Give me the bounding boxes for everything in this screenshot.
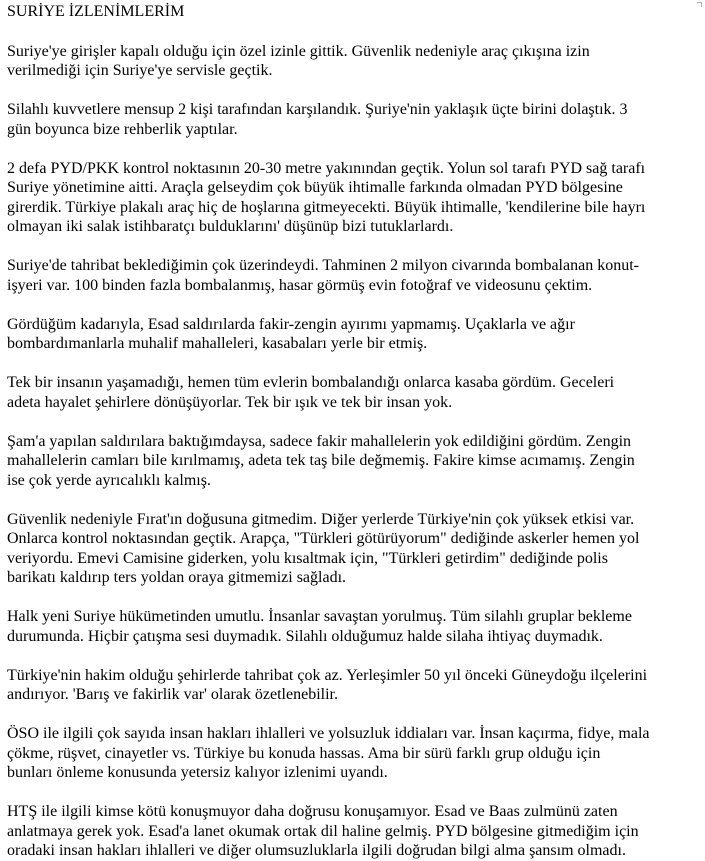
paragraph-line: işyeri var. 100 binden fazla bombalanmış, hasar görmüş evin fotoğraf ve videosunu çektim. (7, 276, 593, 294)
paragraph-line: çökme, rüşvet, cinayetler vs. Türkiye bu konuda hassas. Ama bir sürü farklı grup olduğu için (7, 744, 601, 762)
paragraph-line: gün boyunca bize rehberlik yaptılar. (7, 120, 238, 138)
paragraph (7, 666, 697, 705)
paragraph-line: verilmediği için Suriye'ye servisle geçtik. (7, 62, 273, 79)
paragraph (7, 607, 697, 646)
paragraph-line: girerdik. Türkiye plakalı araç hiç de hoşlarına gitmeyecekti. Büyük ihtimalle, 'kendilerine bile hayrı (7, 198, 646, 216)
paragraph-line: HTŞ ile ilgili kimse kötü konuşmuyor daha doğrusu konuşamıyor. Esad ve Baas zulmünü zaten (7, 803, 618, 820)
paragraph-line: oradaki insan hakları ihlalleri ve diğer olumsuzluklarla ilgili doğrudan bilgi alma şansım olmadı. (7, 842, 626, 859)
paragraph-line: 2 defa PYD/PKK kontrol noktasının 20-30 metre yakınından geçtik. Yolun sol tarafı PYD sağ tarafı (7, 159, 646, 177)
paragraph-line: mahallelerin camları bile kırılmamış, adeta tek taş bile değmemiş. Fakire kimse acımamış. Zengin (7, 452, 635, 469)
paragraph-line: anlatmaya gerek yok. Esad'a lanet okumak ortak dil haline gelmiş. PYD bölgesine gitmediğim için (7, 822, 639, 840)
paragraph (7, 256, 697, 295)
paragraph (7, 373, 697, 412)
paragraph-line: Tek bir insanın yaşamadığı, hemen tüm evlerin bombalandığı onlarca kasaba gördüm. Geceleri (7, 374, 615, 391)
paragraph-line: Şam'a yapılan saldırılara baktığımdaysa, sadece fakir mahallelerin yok edildiğini gördüm. Zengin (7, 432, 632, 450)
paragraph-list (7, 42, 697, 861)
paragraph-line: Halk yeni Suriye hükümetinden umutlu. İnsanlar savaştan yorulmuş. Tüm silahlı gruplar bekleme (7, 608, 632, 625)
paragraph (7, 724, 697, 783)
document-title: SURİYE İZLENİMLERİM (7, 3, 185, 20)
paragraph-line: durumunda. Hiçbir çatışma sesi duymadık. Silahlı olduğumuz halde silaha ihtiyaç duymadık. (7, 627, 603, 645)
paragraph (7, 100, 697, 139)
paragraph-line: veriyordu. Emevi Camisine giderken, yolu kısaltmak için, "Türkleri getirdim" dediğinde polis (7, 549, 608, 567)
paragraph-line: bunları önleme konusunda yetersiz kalıyor izlenimi uyandı. (7, 764, 388, 781)
paragraph (7, 432, 697, 491)
paragraph-line: Güvenlik nedeniyle Fırat'ın doğusuna gitmedim. Diğer yerlerde Türkiye'nin çok yüksek etkisi var. (7, 510, 635, 528)
paragraph (7, 802, 697, 861)
paragraph (7, 510, 697, 588)
paragraph-line: Onlarca kontrol noktasından geçtik. Arapça, "Türkleri götürüyorum" dediğinde askerler hemen yol (7, 530, 640, 547)
paragraph (7, 315, 697, 354)
paragraph-line: Suriye'de tahribat beklediğimin çok üzerindeydi. Tahminen 2 milyon civarında bombalanan konut- (7, 257, 639, 274)
paragraph (7, 42, 697, 81)
page-corner-mark (697, 2, 702, 7)
paragraph-line: ÖSO ile ilgili çok sayıda insan hakları ihlalleri ve yolsuzluk iddiaları var. İnsan kaçırma, fidye, mala (7, 725, 650, 742)
paragraph-line: ise çok yerde ayrıcalıklı kalmış. (7, 471, 211, 489)
paragraph-line: olmayan iki salak istihbaratçı bulduklarını' düşünüp bizi tutuklarlardı. (7, 218, 454, 235)
paragraph-line: Suriye'ye girişler kapalı olduğu için özel izinle gittik. Güvenlik nedeniyle araç çıkışına izin (7, 42, 590, 60)
paragraph-line: barikatı kaldırıp ters yoldan oraya gitmemizi sağladı. (7, 569, 347, 586)
paragraph-line: Türkiye'nin hakim olduğu şehirlerde tahribat çok az. Yerleşimler 50 yıl önceki Güneydoğu ilçelerini (7, 666, 648, 684)
paragraph-line: Silahlı kuvvetlere mensup 2 kişi tarafından karşılandık. Şuriye'nin yaklaşık üçte birini dolaştık. 3 (7, 101, 628, 118)
document-body (7, 0, 697, 861)
paragraph (7, 159, 697, 237)
paragraph-line: andırıyor. 'Barış ve fakirlik var' olarak özetlenebilir. (7, 686, 338, 703)
paragraph-line: Suriye yönetimine aitti. Araçla gelseydim çok büyük ihtimalle farkında olmadan PYD bölgesine (7, 179, 623, 196)
paragraph-line: adeta hayalet şehirlere dönüşüyorlar. Tek bir ışık ve tek bir insan yok. (7, 393, 453, 411)
paragraph-line: bombardımanlarla muhalif mahalleleri, kasabaları yerle bir etmiş. (7, 335, 428, 352)
paragraph-line: Gördüğüm kadarıyla, Esad saldırılarda fakir-zengin ayırımı yapmamış. Uçaklarla ve ağır (7, 315, 575, 333)
